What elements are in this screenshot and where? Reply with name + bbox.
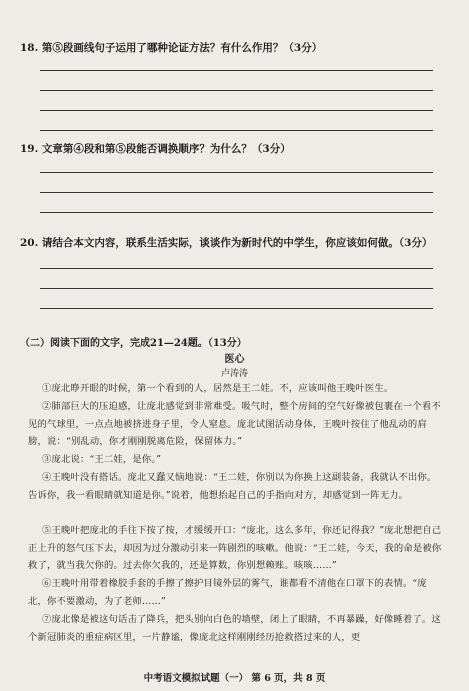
answer-line [40, 90, 433, 91]
answer-line [40, 268, 433, 269]
paragraph-7: ⑦庞北像是被这句话击了降兵，把头别向白色的墙壁，闭上了眼睛，不再暴躁，好像睡着了。这个新冠肺炎的重症病区里，一片静谧，像庞北这样刚刚经历抢救搭过来的人，更 [28, 614, 441, 643]
answer-line [40, 288, 433, 289]
answer-line [40, 172, 433, 173]
paragraph-6: ⑥王晚叶用带着橡胶手套的手擦了擦护目镜外层的雾气，谁都看不清他在口罩下的表情。“庞北，你不要激动，为了老师……” [28, 578, 427, 607]
paragraph-4: ④王晚叶没有搭话。庞北又蠢又恼地说：“王二娃，你别以为你换上这副装备，我就认不出你。告诉你，我一看眼睛就知道是你。”说着，他想抬起自己的手指向对方，却感觉到一阵无力。 [28, 472, 437, 501]
answer-line [40, 110, 433, 111]
answer-line [40, 192, 433, 193]
paragraph-5: ⑤王晚叶把庞北的手往下按了按，才缓缓开口：“庞北，这么多年，你还记得我？”庞北想把自己正上升的怒气压下去，却因为过分激动引来一阵剧烈的咳嗽。他说：“王二娃，今天，我的命是被你救了，就当我欠你的。过去你欠我的，还是算数，你别想赖账。咳咳……” [28, 525, 442, 571]
question-19: 19. 文章第④段和第⑤段能否调换顺序？为什么？（3分） [20, 143, 291, 155]
answer-line [40, 70, 433, 71]
answer-line [40, 130, 433, 131]
passage-author: 卢涛涛 [220, 369, 248, 379]
answer-line [40, 308, 433, 309]
paragraph-1: ①庞北睁开眼的时候，第一个看到的人，居然是王二娃。不，应该叫他王晚叶医生。 [42, 383, 394, 394]
section-heading: （二）阅读下面的文字，完成21—24题。（13分） [20, 338, 247, 349]
page-footer: 中考语文模拟试题（一） 第 6 页，共 8 页 [143, 673, 326, 684]
question-20: 20. 请结合本文内容，联系生活实际，谈谈作为新时代的中学生，你应该如何做。（3分） [20, 237, 433, 249]
paragraph-2: ②肺部巨大的压迫感，让庞北感觉到非常难受。吸气时，整个房间的空气好像被包裹在一个看不见的气球里，一点点地被挤进身子里，令人窒息。庞北试图活动身体，王晚叶按住了他乱动的肩膀，说：“别乱动，你才刚刚脱离危险，保留体力。” [28, 401, 441, 447]
question-18: 18. 第⑤段画线句子运用了哪种论证方法？有什么作用？（3分） [20, 42, 323, 54]
answer-line [40, 212, 433, 213]
passage-title: 医心 [224, 354, 245, 365]
paragraph-3: ③庞北说：“王二娃，是你。” [42, 454, 162, 465]
